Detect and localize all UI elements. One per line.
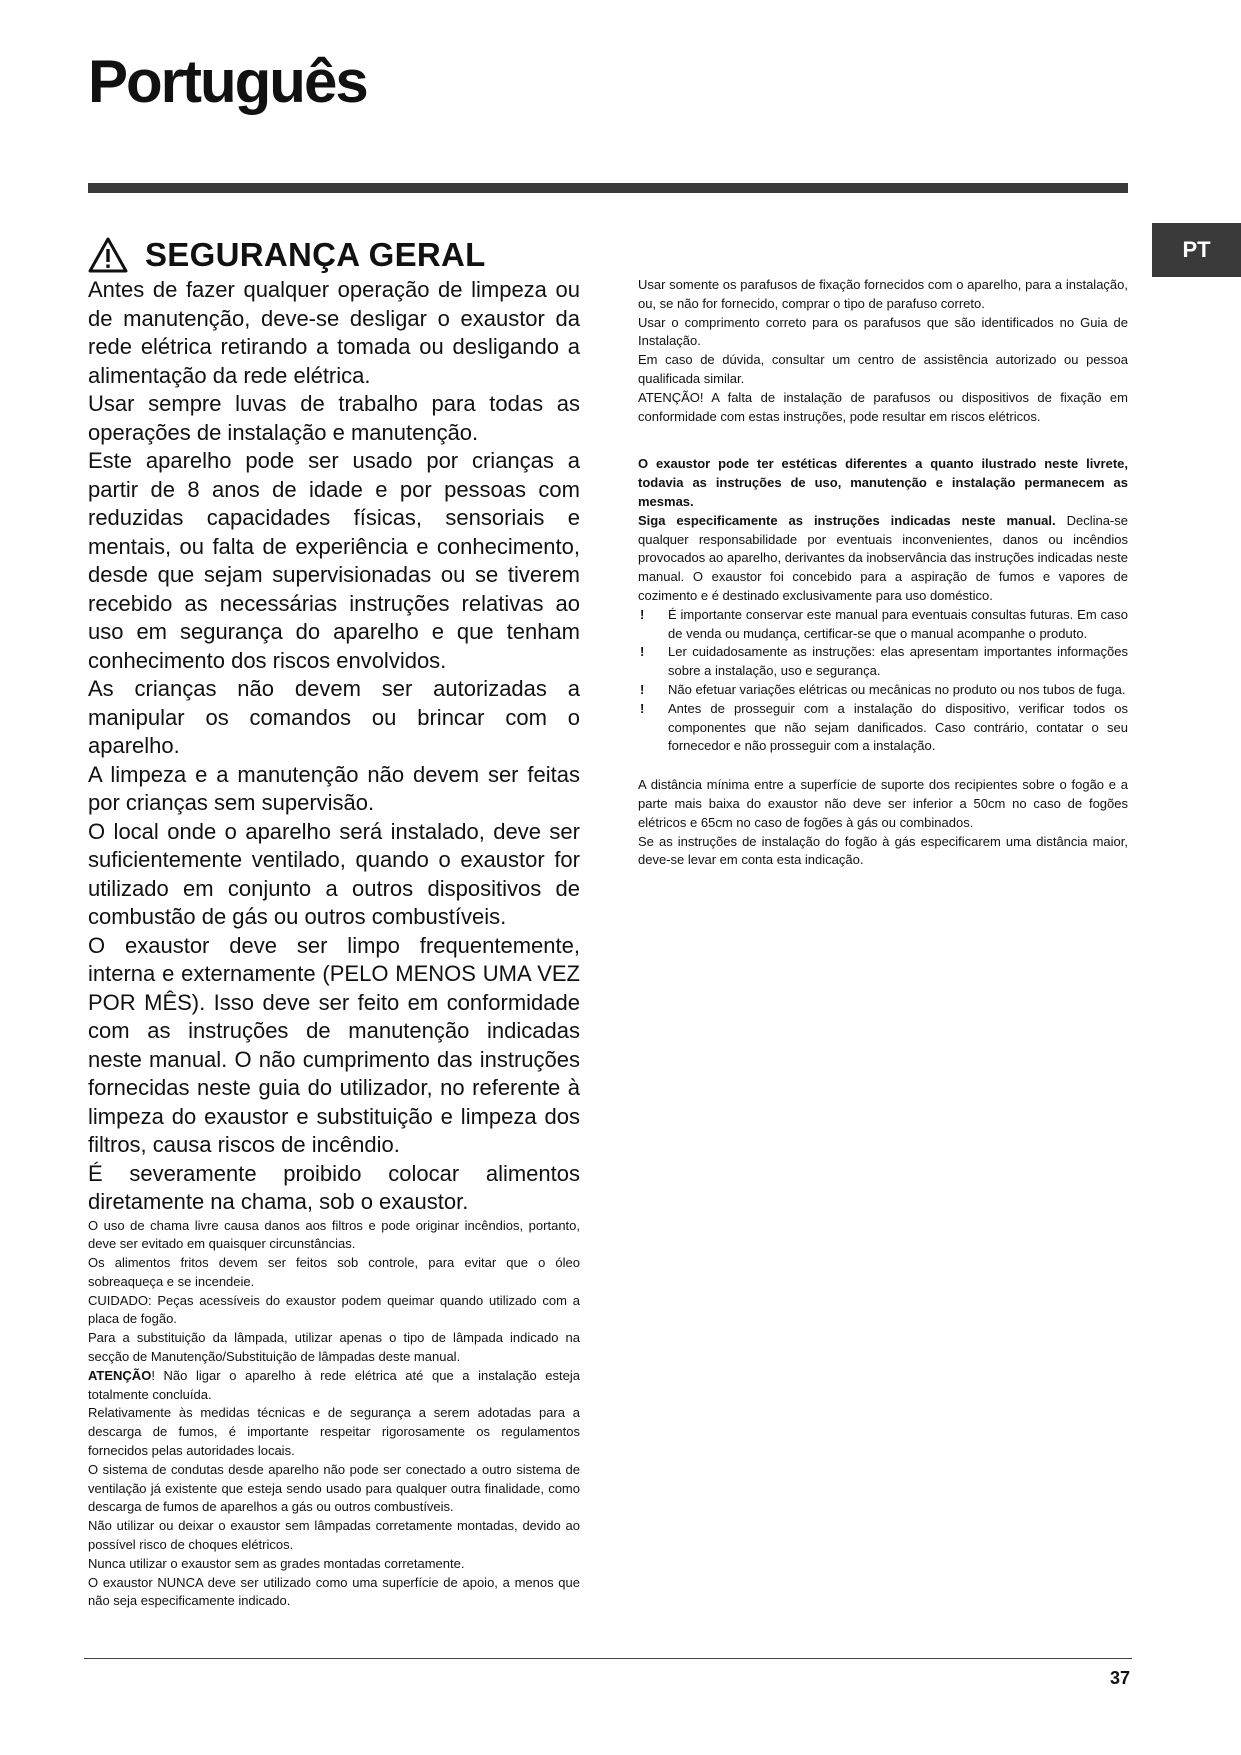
paragraph-atencao [88,1367,580,1405]
paragraph-ducting: O sistema de condutas desde aparelho não pode ser conectado a outro sistema de ventilação já existente que esteja sendo usado para qualquer outra finalidade, como descarga de fumos de aparelhos a gás ou outros combustíveis. [88,1461,580,1515]
warning-item-check-components: ! Antes de prosseguir com a instalação do dispositivo, verificar todos os componentes que não sejam danificados. Caso contrário, contatar o seu fornecedor e não prosseguir com a instalação. [638,700,1128,756]
paragraph-gas-distance: Se as instruções de instalação do fogão à gás especificarem uma distância maior, deve-se levar em conta esta indicação. [638,833,1128,868]
paragraph-lamps-mounted: Não utilizar ou deixar o exaustor sem lâmpadas corretamente montadas, devido ao possível risco de choques elétricos. [88,1518,580,1553]
paragraph-cleaning: O exaustor deve ser limpo frequentemente, interna e externamente (PELO MENOS UMA VEZ POR MÊS). Isso deve ser feito em conformidade com as instruções de manutenção indicadas neste manual. O não cumprimento das instruções fornecidas neste guia do utilizador, no referente à limpeza do exaustor e substituição e limpeza dos filtros, causa riscos de incêndio. [88,932,580,1157]
follow-instructions-text: Declina-se qualquer responsabilidade por eventuais inconvenientes, danos ou incêndios provocados ao aparelho, derivantes da inobservância das instruções indicadas neste manual. O exaustor foi concebido para a aspiração de fumos e vapores de cozimento e é destinado exclusivamente para uso doméstico. [638,512,1128,603]
paragraph-screws: Usar somente os parafusos de fixação fornecidos com o aparelho, para a instalação, ou, se não for fornecido, comprar o tipo de parafuso correto. [638,277,1128,311]
paragraph-children-use: Este aparelho pode ser usado por crianças a partir de 8 anos de idade e por pessoas com reduzidas capacidades físicas, sensoriais e mentais, ou falta de experiência e conhecimento, desde que sejam supervisionadas ou se tiverem recebido as necessárias instruções relativas ao uso em segurança do aparelho e que tenham conhecimento dos riscos envolvidos. [88,448,580,673]
paragraph-aesthetics-note [638,455,1128,511]
follow-instructions-lead: Siga especificamente as instruções indicadas neste manual. [638,512,1056,528]
paragraph-fried-food: Os alimentos fritos devem ser feitos sob controle, para evitar que o óleo sobreaqueça e se incendeie. [88,1255,580,1289]
warning-item-keep-manual: ! É importante conservar este manual para eventuais consultas futuras. Em caso de venda ou mudança, certificar-se que o manual acompanhe o produto. [638,606,1128,644]
left-column [88,276,580,1611]
paragraph-follow-instructions [638,512,1128,606]
paragraph-ventilation: O local onde o aparelho será instalado, deve ser suficientemente ventilado, quando o exaustor for utilizado em conjunto a outros dispositivos de combustão de gás ou outros combustíveis. [88,818,580,929]
paragraph-screw-warning: ATENÇÃO! A falta de instalação de parafusos ou dispositivos de fixação em conformidade com estas instruções, pode resultar em riscos elétricos. [638,389,1128,424]
paragraph-open-flame: O uso de chama livre causa danos aos filtros e pode originar incêndios, portanto, deve ser evitado em quaisquer circunstâncias. [88,1217,580,1252]
right-column [638,276,1128,870]
paragraph-min-distance: A distância mínima entre a superfície de suporte dos recipientes sobre o fogão e a parte mais baixa do exaustor não deve ser inferior a 50cm no caso de fogões elétricos e 65cm no caso de fogões à gás ou combinados. [638,777,1128,830]
paragraph-fume-regulations: Relativamente às medidas técnicas e de segurança a serem adotadas para a descarga de fumos, é importante respeitar rigorosamente os regulamentos fornecidos pelas autoridades locais. [88,1405,580,1459]
page-title: Português [88,48,367,115]
warning-list [638,606,1128,756]
paragraph-disconnect: Antes de fazer qualquer operação de limpeza ou de manutenção, deve-se desligar o exaustor da rede elétrica retirando a tomada ou desligando a alimentação da rede elétrica. [88,277,580,388]
atencao-text: ! Não ligar o aparelho à rede elétrica até que a instalação esteja totalmente concluída. [88,1367,580,1402]
paragraph-lamp: Para a substituição da lâmpada, utilizar apenas o tipo de lâmpada indicado na secção de Manutenção/Substituição de lâmpadas deste manual. [88,1330,580,1365]
section-heading-text: SEGURANÇA GERAL [145,236,486,273]
paragraph-screw-length: Usar o comprimento correto para os parafusos que são identificados no Guia de Instalação. [638,314,1128,349]
bottom-divider [84,1658,1132,1659]
page-number: 37 [1109,1668,1130,1688]
language-tab: PT [1152,223,1241,277]
paragraph-doubt: Em caso de dúvida, consultar um centro de assistência autorizado ou pessoa qualificada similar. [638,352,1128,386]
warning-item-read-instructions: ! Ler cuidadosamente as instruções: elas apresentam importantes informações sobre a instalação, uso e segurança. [638,643,1128,681]
paragraph-gloves: Usar sempre luvas de trabalho para todas as operações de instalação e manutenção. [88,391,580,445]
warning-icon [88,237,128,273]
paragraph-support-surface: O exaustor NUNCA deve ser utilizado como uma superfície de apoio, a menos que não seja especificamente indicado. [88,1574,580,1609]
warning-item-no-modifications: ! Não efetuar variações elétricas ou mecânicas no produto ou nos tubos de fuga. [638,681,1128,700]
section-heading [88,236,486,274]
paragraph-flame: É severamente proibido colocar alimentos diretamente na chama, sob o exaustor. [88,1160,580,1214]
paragraph-caution: CUIDADO: Peças acessíveis do exaustor podem queimar quando utilizado com a placa de fogão. [88,1292,580,1327]
atencao-label: ATENÇÃO [88,1367,152,1383]
top-divider [88,183,1128,193]
aesthetics-note-text: O exaustor pode ter estéticas diferentes a quanto ilustrado neste livrete, todavia as instruções de uso, manutenção e instalação permanecem as mesmas. [638,456,1128,509]
paragraph-children-play: As crianças não devem ser autorizadas a manipular os comandos ou brincar com o aparelho. [88,676,580,758]
paragraph-grills: Nunca utilizar o exaustor sem as grades montadas corretamente. [88,1555,465,1571]
paragraph-cleaning-children: A limpeza e a manutenção não devem ser feitas por crianças sem supervisão. [88,761,580,815]
